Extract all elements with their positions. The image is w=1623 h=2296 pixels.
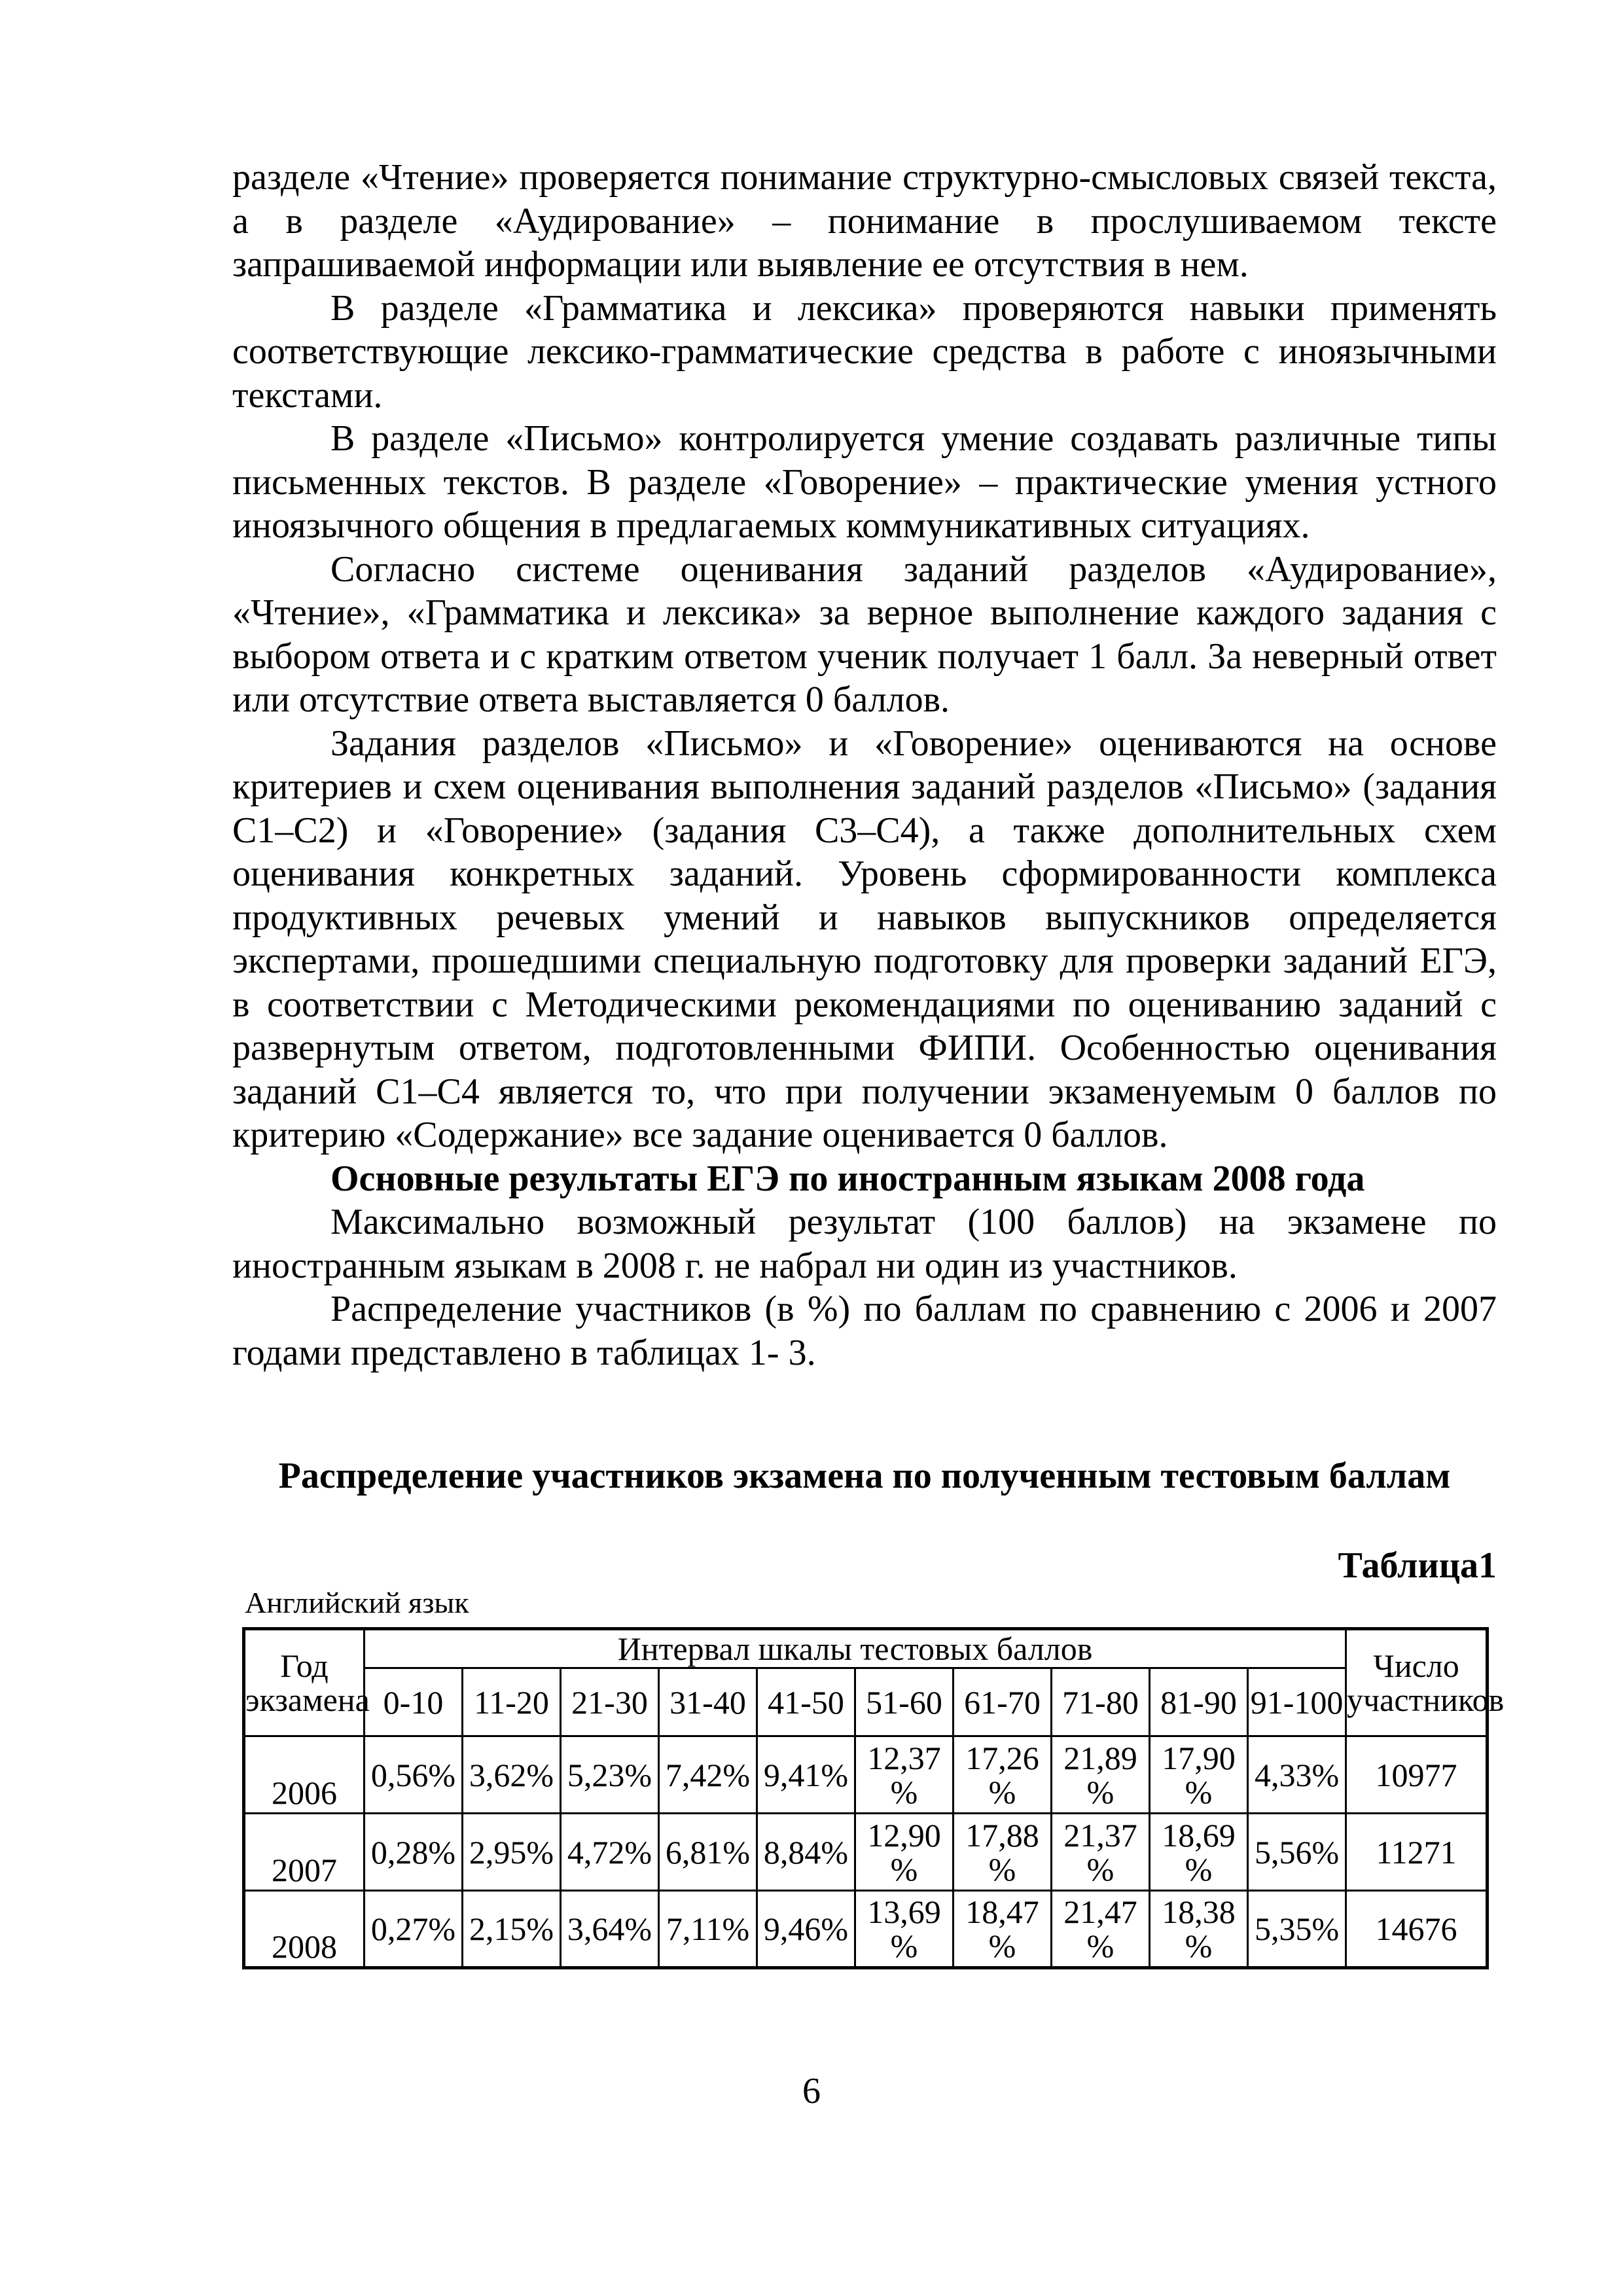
interval-cell: 81-90 [1150,1668,1248,1736]
value-cell: 5,23% [561,1736,659,1814]
value-cell: 8,84% [757,1814,855,1891]
value-cell: 6,81% [659,1814,757,1891]
year-cell: 2007 [244,1814,365,1891]
value-cell: 12,37 % [855,1736,954,1814]
paragraph: Максимально возможный результат (100 баллов) на экзамене по иностранным языкам в 2008 г. не набрал ни один из участников. [232,1202,1497,1286]
interval-cell: 51-60 [855,1668,954,1736]
table-header-row [244,1629,1488,1668]
score-distribution-table [242,1627,1505,1969]
value-cell: 21,37 % [1052,1814,1150,1891]
interval-cell: 21-30 [561,1668,659,1736]
value-cell: 18,69 % [1150,1814,1248,1891]
interval-cell: 0-10 [365,1668,463,1736]
value-cell: 4,72% [561,1814,659,1891]
interval-cell: 91-100 [1248,1668,1346,1736]
language-label: Английский язык [245,1586,469,1619]
paragraph: разделе «Чтение» проверяется понимание структурно-смысловых связей текста, а в разделе «Аудирование» – понимание в прослушиваемом тексте запрашиваемой информации или выявление ее отсутствия в нем. [232,157,1497,285]
value-cell: 2,95% [463,1814,561,1891]
page-number: 6 [802,2071,821,2111]
table-row [244,1814,1488,1891]
value-cell: 5,35% [1248,1891,1346,1968]
section-heading: Основные результаты ЕГЭ по иностранным языкам 2008 года [330,1158,1365,1199]
table-label: Таблица1 [1338,1545,1497,1586]
value-cell: 3,64% [561,1891,659,1968]
interval-cell: 71-80 [1052,1668,1150,1736]
interval-header: Интервал шкалы тестовых баллов [365,1629,1346,1668]
value-cell: 4,33% [1248,1736,1346,1814]
value-cell: 2,15% [463,1891,561,1968]
table-row [244,1891,1488,1968]
count-cell: 10977 [1346,1736,1488,1814]
value-cell: 9,41% [757,1736,855,1814]
interval-cell: 41-50 [757,1668,855,1736]
value-cell: 17,88 % [954,1814,1052,1891]
value-cell: 0,56% [365,1736,463,1814]
value-cell: 12,90 % [855,1814,954,1891]
paragraph: Согласно системе оценивания заданий разделов «Аудирование», «Чтение», «Грамматика и лексика» за верное выполнение каждого задания с выбором ответа и с кратким ответом ученик получает 1 балл. За неверный ответ или отсутствие ответа выставляется 0 баллов. [232,548,1497,720]
table-heading: Распределение участников экзамена по полученным тестовым баллам [278,1456,1451,1496]
value-cell: 18,47 % [954,1891,1052,1968]
value-cell: 17,26 % [954,1736,1052,1814]
page-body [232,156,1497,1587]
interval-cell: 31-40 [659,1668,757,1736]
value-cell: 7,11% [659,1891,757,1968]
value-cell: 9,46% [757,1891,855,1968]
paragraph: Распределение участников (в %) по баллам по сравнению с 2006 и 2007 годами представлено в таблицах 1- 3. [232,1289,1497,1373]
value-cell: 3,62% [463,1736,561,1814]
paragraph: В разделе «Грамматика и лексика» проверяются навыки применять соответствующие лексико-грамматические средства в работе с иноязычными текстами. [232,287,1497,416]
value-cell: 7,42% [659,1736,757,1814]
value-cell: 5,56% [1248,1814,1346,1891]
value-cell: 13,69 % [855,1891,954,1968]
count-cell: 11271 [1346,1814,1488,1891]
count-header: Число участников [1346,1629,1488,1736]
value-cell: 0,27% [365,1891,463,1968]
paragraph: Задания разделов «Письмо» и «Говорение» оцениваются на основе критериев и схем оценивания выполнения заданий разделов «Письмо» (задания С1–С2) и «Говорение» (задания С3–С4), а также дополнительных схем оценивания конкретных заданий. Уровень сформированности комплекса продуктивных речевых умений и навыков выпускников определяется экспертами, прошедшими специальную подготовку для проверки заданий ЕГЭ, в соответствии с Методическими рекомендациями по оцениванию заданий с развернутым ответом, подготовленными ФИПИ. Особенностью оценивания заданий С1–С4 является то, что при получении экзаменуемым 0 баллов по критерию «Содержание» все задание оценивается 0 баллов. [232,723,1497,1155]
value-cell: 18,38 % [1150,1891,1248,1968]
value-cell: 0,28% [365,1814,463,1891]
value-cell: 21,89 % [1052,1736,1150,1814]
interval-cell: 11-20 [463,1668,561,1736]
interval-cell: 61-70 [954,1668,1052,1736]
year-cell: 2008 [244,1891,365,1968]
year-cell: 2006 [244,1736,365,1814]
value-cell: 21,47 % [1052,1891,1150,1968]
paragraph: В разделе «Письмо» контролируется умение создавать различные типы письменных текстов. В разделе «Говорение» – практические умения устного иноязычного общения в предлагаемых коммуникативных ситуациях. [232,418,1497,546]
count-cell: 14676 [1346,1891,1488,1968]
table-row [244,1736,1488,1814]
year-header: Год экзамена [244,1629,365,1736]
interval-row [244,1668,1488,1736]
value-cell: 17,90 % [1150,1736,1248,1814]
